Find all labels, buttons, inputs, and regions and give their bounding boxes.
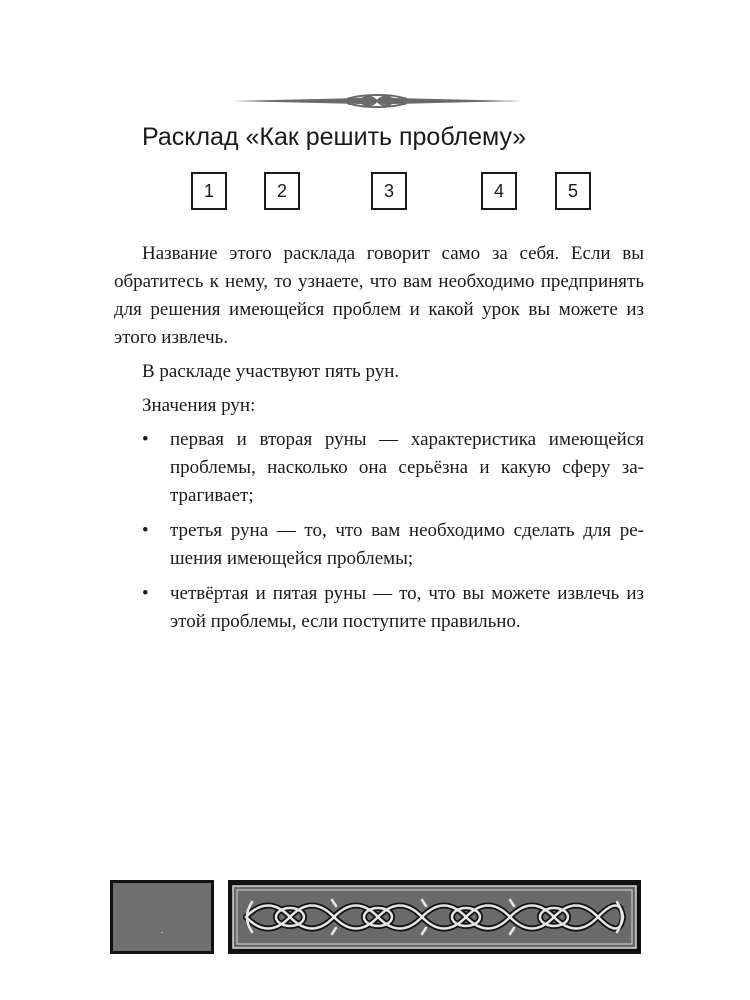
paragraph-intro: Название этого расклада говорит само за себя. Если вы обратитесь к нему, то узнаете, что вам необходимо предпринять для решения имеющейся проблем и какой урок вы можете из этого извлечь. [114, 243, 644, 348]
page-number: . [160, 925, 164, 935]
celtic-knot-ornament [228, 880, 641, 954]
paragraph-meanings-heading: Значения рун: [142, 395, 256, 416]
rune-position-1: 1 [191, 172, 227, 210]
rune-position-4: 4 [481, 172, 517, 210]
paragraph-rune-count: В раскладе участвуют пять рун. [142, 361, 400, 382]
list-item-text: первая и вторая руны — характеристика имеющейся проблемы, насколько она серьёзна и какую сферу затрагивает; [170, 429, 644, 506]
bullet: • [142, 429, 149, 450]
rune-position-5: 5 [555, 172, 591, 210]
list-item [114, 580, 644, 636]
bullet: • [142, 520, 149, 541]
ornament-divider [232, 88, 522, 114]
page-number-box [110, 880, 214, 954]
list-item [114, 426, 644, 510]
list-item [114, 517, 644, 573]
list-item-text: четвёртая и пятая руны — то, что вы можете извлечь из этой проблемы, если поступите правильно. [170, 583, 644, 632]
body-text [114, 240, 644, 643]
list-item-text: третья руна — то, что вам необходимо сделать для решения имеющейся проблемы; [170, 520, 644, 569]
footer-ornament [228, 880, 641, 954]
meanings-list [114, 426, 644, 636]
rune-position-3: 3 [371, 172, 407, 210]
rune-position-2: 2 [264, 172, 300, 210]
page-title: Расклад «Как решить проблему» [142, 123, 527, 151]
bullet: • [142, 583, 149, 604]
